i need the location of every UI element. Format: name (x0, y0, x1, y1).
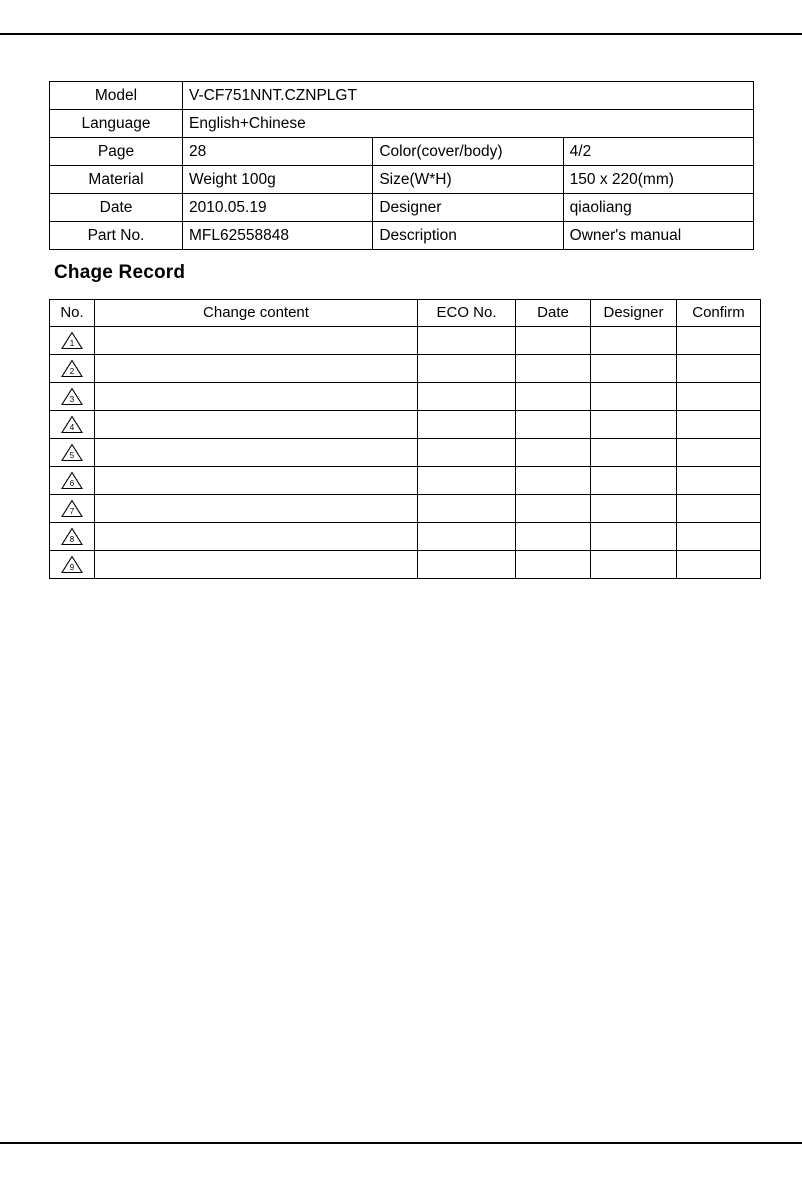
warning-triangle-icon (61, 527, 83, 546)
change-row-number (50, 355, 95, 383)
change-record-title: Chage Record (54, 262, 186, 283)
table-row (50, 467, 761, 495)
change-record-table (49, 299, 761, 579)
warning-triangle-icon (61, 359, 83, 378)
change-row-number (50, 495, 95, 523)
change-row-eco-no (418, 551, 516, 579)
change-row-eco-no (418, 327, 516, 355)
change-row-designer (591, 411, 677, 439)
change-row-number (50, 467, 95, 495)
column-header-content: Change content (95, 300, 418, 327)
spec-label-model: Model (50, 82, 183, 110)
change-row-designer (591, 383, 677, 411)
table-row (50, 138, 754, 166)
change-row-designer (591, 495, 677, 523)
table-row (50, 495, 761, 523)
spec-value-description: Owner's manual (563, 222, 753, 250)
change-row-eco-no (418, 411, 516, 439)
specification-table (49, 81, 754, 250)
change-row-number (50, 327, 95, 355)
change-row-content (95, 383, 418, 411)
header-divider (0, 33, 802, 35)
change-row-designer (591, 551, 677, 579)
spec-value-language: English+Chinese (183, 110, 754, 138)
spec-value-model: V-CF751NNT.CZNPLGT (183, 82, 754, 110)
spec-value-page: 28 (183, 138, 373, 166)
change-row-designer (591, 467, 677, 495)
table-row (50, 411, 761, 439)
table-row (50, 194, 754, 222)
warning-triangle-icon (61, 331, 83, 350)
spec-label-part-no: Part No. (50, 222, 183, 250)
warning-triangle-icon (61, 555, 83, 574)
change-row-confirm (677, 411, 761, 439)
change-row-confirm (677, 439, 761, 467)
svg-text:1: 1 (69, 339, 75, 348)
change-row-confirm (677, 383, 761, 411)
change-row-eco-no (418, 439, 516, 467)
change-row-date (516, 411, 591, 439)
change-row-content (95, 355, 418, 383)
spec-label-page: Page (50, 138, 183, 166)
change-row-date (516, 327, 591, 355)
table-row (50, 523, 761, 551)
change-row-designer (591, 327, 677, 355)
warning-triangle-icon (61, 387, 83, 406)
spec-value-color: 4/2 (563, 138, 753, 166)
change-row-designer (591, 355, 677, 383)
table-header-row (50, 300, 761, 327)
table-row (50, 82, 754, 110)
change-row-eco-no (418, 495, 516, 523)
change-row-date (516, 383, 591, 411)
column-header-designer: Designer (591, 300, 677, 327)
table-row (50, 110, 754, 138)
spec-label-language: Language (50, 110, 183, 138)
change-row-confirm (677, 327, 761, 355)
change-row-content (95, 327, 418, 355)
change-row-eco-no (418, 383, 516, 411)
change-row-date (516, 551, 591, 579)
table-row (50, 551, 761, 579)
svg-text:6: 6 (69, 479, 75, 488)
change-row-eco-no (418, 523, 516, 551)
change-row-content (95, 551, 418, 579)
change-row-confirm (677, 355, 761, 383)
svg-text:9: 9 (69, 563, 75, 572)
change-row-content (95, 523, 418, 551)
change-row-confirm (677, 523, 761, 551)
change-row-date (516, 495, 591, 523)
column-header-no: No. (50, 300, 95, 327)
change-row-number (50, 439, 95, 467)
svg-text:3: 3 (69, 395, 75, 404)
table-row (50, 327, 761, 355)
warning-triangle-icon (61, 471, 83, 490)
warning-triangle-icon (61, 443, 83, 462)
svg-text:2: 2 (69, 367, 75, 376)
change-row-eco-no (418, 467, 516, 495)
spec-label-designer: Designer (373, 194, 563, 222)
table-row (50, 222, 754, 250)
spec-value-date: 2010.05.19 (183, 194, 373, 222)
change-row-designer (591, 523, 677, 551)
spec-value-designer: qiaoliang (563, 194, 753, 222)
change-row-date (516, 467, 591, 495)
spec-label-description: Description (373, 222, 563, 250)
warning-triangle-icon (61, 415, 83, 434)
spec-label-size: Size(W*H) (373, 166, 563, 194)
warning-triangle-icon (61, 499, 83, 518)
table-row (50, 355, 761, 383)
change-row-confirm (677, 495, 761, 523)
column-header-confirm: Confirm (677, 300, 761, 327)
column-header-date: Date (516, 300, 591, 327)
table-row (50, 383, 761, 411)
footer-divider (0, 1142, 802, 1144)
change-row-number (50, 523, 95, 551)
spec-label-material: Material (50, 166, 183, 194)
change-row-number (50, 551, 95, 579)
spec-label-color: Color(cover/body) (373, 138, 563, 166)
table-row (50, 439, 761, 467)
svg-text:7: 7 (69, 507, 75, 516)
change-row-designer (591, 439, 677, 467)
spec-value-material: Weight 100g (183, 166, 373, 194)
svg-text:5: 5 (69, 451, 75, 460)
change-row-number (50, 411, 95, 439)
change-row-confirm (677, 551, 761, 579)
change-row-date (516, 355, 591, 383)
change-row-eco-no (418, 355, 516, 383)
change-row-content (95, 467, 418, 495)
table-row (50, 166, 754, 194)
change-row-date (516, 523, 591, 551)
change-row-content (95, 411, 418, 439)
change-row-confirm (677, 467, 761, 495)
change-row-number (50, 383, 95, 411)
spec-label-date: Date (50, 194, 183, 222)
change-row-content (95, 495, 418, 523)
svg-text:4: 4 (69, 423, 75, 432)
spec-value-part-no: MFL62558848 (183, 222, 373, 250)
change-row-content (95, 439, 418, 467)
column-header-eco-no: ECO No. (418, 300, 516, 327)
spec-value-size: 150 x 220(mm) (563, 166, 753, 194)
change-row-date (516, 439, 591, 467)
svg-text:8: 8 (69, 535, 75, 544)
